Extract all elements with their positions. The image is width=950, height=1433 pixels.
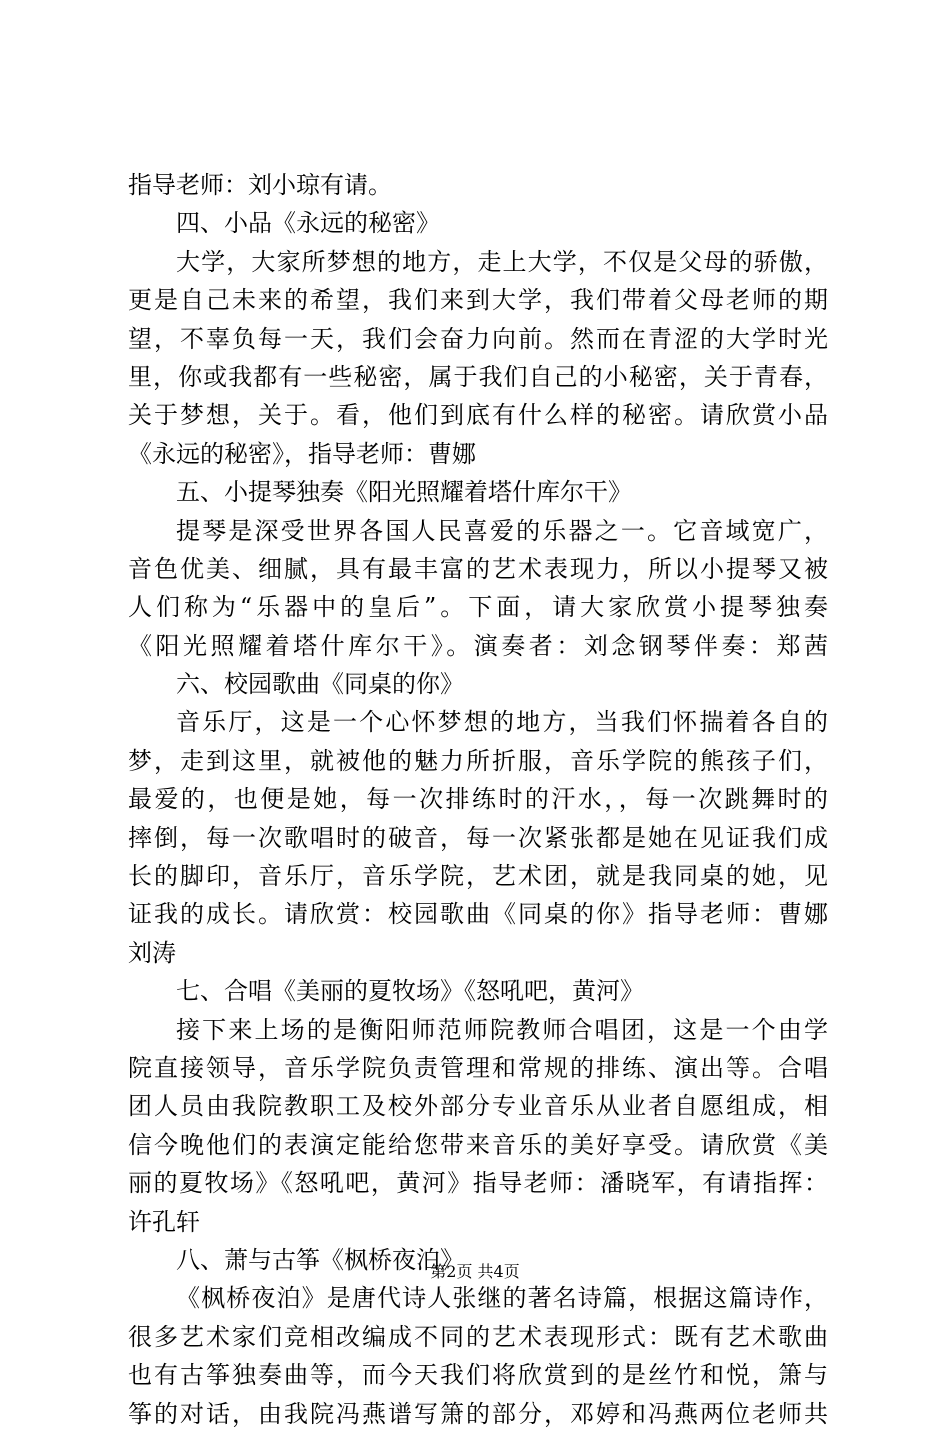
text-line: 关于梦想，关于。看，他们到底有什么样的秘密。请欣赏小品 [128,401,828,430]
text-line: 很多艺术家们竞相改编成不同的艺术表现形式：既有艺术歌曲 [128,1322,828,1351]
text-line: 刘涛 [128,938,176,967]
text-line: 人们称为“乐器中的皇后”。下面，请大家欣赏小提琴独奏 [128,593,828,622]
text-line: 七、合唱《美丽的夏牧场》《怒吼吧，黄河》 [176,977,644,1006]
text-line: 音乐厅，这是一个心怀梦想的地方，当我们怀揣着各自的 [176,708,828,737]
text-line: 大学，大家所梦想的地方，走上大学，不仅是父母的骄傲， [176,247,828,276]
text-line: 《阳光照耀着塔什库尔干》。演奏者：刘念钢琴伴奏：郑茜 [128,631,828,660]
text-line: 团人员由我院教职工及校外部分专业音乐从业者自愿组成，相 [128,1092,828,1121]
text-line: 接下来上场的是衡阳师范师院教师合唱团，这是一个由学 [176,1015,828,1044]
text-line: 院直接领导，音乐学院负责管理和常规的排练、演出等。合唱 [128,1053,828,1082]
text-line: 《永远的秘密》，指导老师：曹娜 [128,439,476,468]
text-line: 更是自己未来的希望，我们来到大学，我们带着父母老师的期 [128,286,828,315]
text-line: 里，你或我都有一些秘密，属于我们自己的小秘密，关于青春， [128,362,828,391]
text-line: 五、小提琴独奏《阳光照耀着塔什库尔干》 [176,478,632,507]
text-line: 音色优美、细腻，具有最丰富的艺术表现力，所以小提琴又被 [128,554,828,583]
text-line: 长的脚印，音乐厅，音乐学院，艺术团，就是我同桌的她，见 [128,862,828,891]
text-line: 信今晚他们的表演定能给您带来音乐的美好享受。请欣赏《美 [128,1130,828,1159]
text-line: 四、小品《永远的秘密》 [176,209,440,238]
text-line: 提琴是深受世界各国人民喜爱的乐器之一。它音域宽广， [176,516,828,545]
page-footer: 第2页 共4页 [430,1262,520,1281]
text-line: 证我的成长。请欣赏：校园歌曲《同桌的你》指导老师：曹娜 [128,900,828,929]
text-line: 丽的夏牧场》《怒吼吧，黄河》指导老师：潘晓军，有请指挥： [128,1169,828,1198]
text-line: 最爱的，也便是她，每一次排练时的汗水，，每一次跳舞时的 [128,785,828,814]
text-line: 也有古筝独奏曲等，而今天我们将欣赏到的是丝竹和悦，箫与 [128,1361,828,1390]
text-line: 八、萧与古筝《枫桥夜泊》 [176,1245,464,1274]
text-line: 筝的对话，由我院冯燕谱写箫的部分，邓婷和冯燕两位老师共 [128,1399,828,1428]
text-line: 《枫桥夜泊》是唐代诗人张继的著名诗篇，根据这篇诗作， [176,1284,828,1313]
text-line: 指导老师：刘小琼有请。 [128,171,392,199]
text-line: 摔倒，每一次歌唱时的破音，每一次紧张都是她在见证我们成 [128,823,828,852]
document-body [128,166,828,1433]
text-line: 望，不辜负每一天，我们会奋力向前。然而在青涩的大学时光 [128,324,828,353]
text-line: 许孔轩 [128,1207,200,1236]
text-line: 六、校园歌曲《同桌的你》 [176,670,464,699]
text-line: 梦，走到这里，就被他的魅力所折服，音乐学院的熊孩子们， [128,746,828,775]
